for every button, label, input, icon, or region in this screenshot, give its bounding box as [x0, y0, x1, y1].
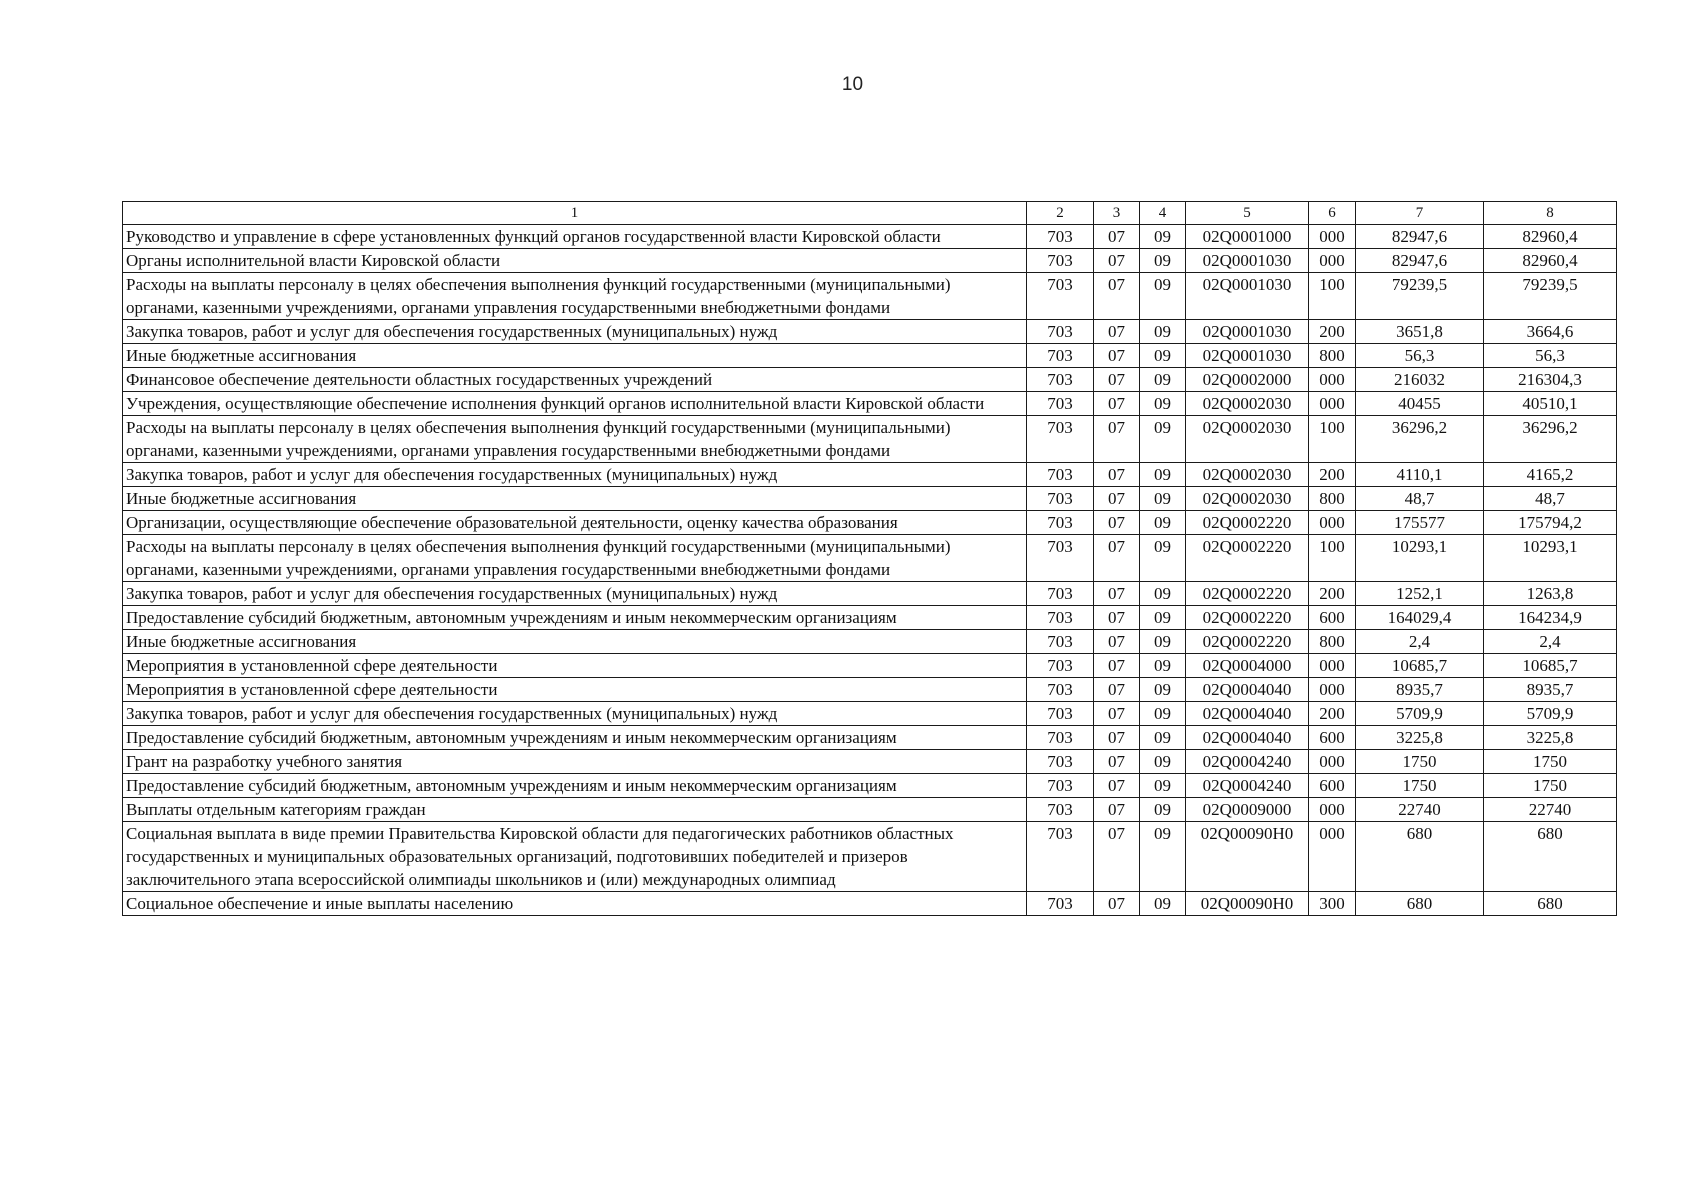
section-code-cell: 07	[1094, 225, 1140, 249]
subsection-code-cell: 09	[1140, 273, 1186, 320]
amount-col7-cell: 40455	[1356, 392, 1484, 416]
ministry-code-cell: 703	[1027, 678, 1094, 702]
amount-col7-cell: 175577	[1356, 511, 1484, 535]
subsection-code-cell: 09	[1140, 678, 1186, 702]
expense-type-cell: 100	[1309, 535, 1356, 582]
subsection-code-cell: 09	[1140, 750, 1186, 774]
column-header: 5	[1186, 202, 1309, 225]
table-row	[123, 392, 1617, 416]
column-header: 3	[1094, 202, 1140, 225]
ministry-code-cell: 703	[1027, 273, 1094, 320]
expense-type-cell: 800	[1309, 630, 1356, 654]
ministry-code-cell: 703	[1027, 892, 1094, 916]
section-code-cell: 07	[1094, 892, 1140, 916]
expense-type-cell: 300	[1309, 892, 1356, 916]
section-code-cell: 07	[1094, 798, 1140, 822]
table-row	[123, 822, 1617, 892]
section-code-cell: 07	[1094, 582, 1140, 606]
ministry-code-cell: 703	[1027, 511, 1094, 535]
amount-col7-cell: 5709,9	[1356, 702, 1484, 726]
column-header: 8	[1484, 202, 1617, 225]
row-name-cell: Органы исполнительной власти Кировской области	[123, 249, 1027, 273]
table-row	[123, 511, 1617, 535]
table-row	[123, 225, 1617, 249]
table-row	[123, 726, 1617, 750]
amount-col8-cell: 8935,7	[1484, 678, 1617, 702]
target-article-cell: 02Q00090H0	[1186, 822, 1309, 892]
amount-col8-cell: 1750	[1484, 774, 1617, 798]
section-code-cell: 07	[1094, 463, 1140, 487]
section-code-cell: 07	[1094, 416, 1140, 463]
amount-col7-cell: 1252,1	[1356, 582, 1484, 606]
ministry-code-cell: 703	[1027, 750, 1094, 774]
target-article-cell: 02Q0002220	[1186, 606, 1309, 630]
amount-col7-cell: 164029,4	[1356, 606, 1484, 630]
row-name-cell: Предоставление субсидий бюджетным, автономным учреждениям и иным некоммерческим организациям	[123, 726, 1027, 750]
ministry-code-cell: 703	[1027, 798, 1094, 822]
expense-type-cell: 100	[1309, 273, 1356, 320]
table-row	[123, 678, 1617, 702]
ministry-code-cell: 703	[1027, 392, 1094, 416]
expense-type-cell: 200	[1309, 702, 1356, 726]
amount-col7-cell: 79239,5	[1356, 273, 1484, 320]
subsection-code-cell: 09	[1140, 511, 1186, 535]
subsection-code-cell: 09	[1140, 774, 1186, 798]
subsection-code-cell: 09	[1140, 487, 1186, 511]
expense-type-cell: 600	[1309, 726, 1356, 750]
amount-col7-cell: 8935,7	[1356, 678, 1484, 702]
amount-col7-cell: 3225,8	[1356, 726, 1484, 750]
section-code-cell: 07	[1094, 678, 1140, 702]
target-article-cell: 02Q0001030	[1186, 249, 1309, 273]
ministry-code-cell: 703	[1027, 416, 1094, 463]
target-article-cell: 02Q0004240	[1186, 750, 1309, 774]
column-header: 4	[1140, 202, 1186, 225]
amount-col7-cell: 22740	[1356, 798, 1484, 822]
table-row	[123, 892, 1617, 916]
target-article-cell: 02Q0002030	[1186, 463, 1309, 487]
row-name-cell: Финансовое обеспечение деятельности областных государственных учреждений	[123, 368, 1027, 392]
expense-type-cell: 600	[1309, 606, 1356, 630]
amount-col7-cell: 10293,1	[1356, 535, 1484, 582]
section-code-cell: 07	[1094, 702, 1140, 726]
expense-type-cell: 800	[1309, 344, 1356, 368]
expense-type-cell: 000	[1309, 750, 1356, 774]
amount-col7-cell: 56,3	[1356, 344, 1484, 368]
expense-type-cell: 000	[1309, 798, 1356, 822]
table-header-row	[123, 202, 1617, 225]
target-article-cell: 02Q0004040	[1186, 726, 1309, 750]
amount-col8-cell: 40510,1	[1484, 392, 1617, 416]
row-name-cell: Учреждения, осуществляющие обеспечение исполнения функций органов исполнительной власти Кировской области	[123, 392, 1027, 416]
table-row	[123, 654, 1617, 678]
table-row	[123, 344, 1617, 368]
target-article-cell: 02Q0004040	[1186, 702, 1309, 726]
subsection-code-cell: 09	[1140, 702, 1186, 726]
target-article-cell: 02Q0004040	[1186, 678, 1309, 702]
table-row	[123, 273, 1617, 320]
subsection-code-cell: 09	[1140, 535, 1186, 582]
section-code-cell: 07	[1094, 273, 1140, 320]
ministry-code-cell: 703	[1027, 654, 1094, 678]
subsection-code-cell: 09	[1140, 582, 1186, 606]
expense-type-cell: 600	[1309, 774, 1356, 798]
section-code-cell: 07	[1094, 750, 1140, 774]
amount-col7-cell: 82947,6	[1356, 249, 1484, 273]
table-row	[123, 368, 1617, 392]
expense-type-cell: 000	[1309, 249, 1356, 273]
amount-col8-cell: 10293,1	[1484, 535, 1617, 582]
section-code-cell: 07	[1094, 654, 1140, 678]
row-name-cell: Иные бюджетные ассигнования	[123, 630, 1027, 654]
subsection-code-cell: 09	[1140, 344, 1186, 368]
target-article-cell: 02Q0002220	[1186, 511, 1309, 535]
column-header: 2	[1027, 202, 1094, 225]
row-name-cell: Предоставление субсидий бюджетным, автономным учреждениям и иным некоммерческим организациям	[123, 606, 1027, 630]
expense-type-cell: 200	[1309, 320, 1356, 344]
subsection-code-cell: 09	[1140, 225, 1186, 249]
amount-col8-cell: 82960,4	[1484, 249, 1617, 273]
subsection-code-cell: 09	[1140, 368, 1186, 392]
ministry-code-cell: 703	[1027, 774, 1094, 798]
row-name-cell: Грант на разработку учебного занятия	[123, 750, 1027, 774]
amount-col8-cell: 175794,2	[1484, 511, 1617, 535]
table-row	[123, 582, 1617, 606]
amount-col8-cell: 1750	[1484, 750, 1617, 774]
expense-type-cell: 000	[1309, 678, 1356, 702]
section-code-cell: 07	[1094, 726, 1140, 750]
column-header: 6	[1309, 202, 1356, 225]
amount-col7-cell: 1750	[1356, 750, 1484, 774]
target-article-cell: 02Q0002030	[1186, 416, 1309, 463]
ministry-code-cell: 703	[1027, 535, 1094, 582]
row-name-cell: Мероприятия в установленной сфере деятельности	[123, 678, 1027, 702]
target-article-cell: 02Q0002030	[1186, 392, 1309, 416]
section-code-cell: 07	[1094, 606, 1140, 630]
ministry-code-cell: 703	[1027, 487, 1094, 511]
amount-col8-cell: 2,4	[1484, 630, 1617, 654]
amount-col8-cell: 3664,6	[1484, 320, 1617, 344]
row-name-cell: Иные бюджетные ассигнования	[123, 344, 1027, 368]
section-code-cell: 07	[1094, 535, 1140, 582]
subsection-code-cell: 09	[1140, 320, 1186, 344]
target-article-cell: 02Q0001030	[1186, 320, 1309, 344]
amount-col8-cell: 680	[1484, 892, 1617, 916]
section-code-cell: 07	[1094, 774, 1140, 798]
amount-col8-cell: 3225,8	[1484, 726, 1617, 750]
amount-col7-cell: 1750	[1356, 774, 1484, 798]
ministry-code-cell: 703	[1027, 582, 1094, 606]
ministry-code-cell: 703	[1027, 822, 1094, 892]
row-name-cell: Закупка товаров, работ и услуг для обеспечения государственных (муниципальных) нужд	[123, 582, 1027, 606]
target-article-cell: 02Q0004000	[1186, 654, 1309, 678]
target-article-cell: 02Q0001000	[1186, 225, 1309, 249]
subsection-code-cell: 09	[1140, 392, 1186, 416]
table-row	[123, 320, 1617, 344]
subsection-code-cell: 09	[1140, 822, 1186, 892]
amount-col8-cell: 164234,9	[1484, 606, 1617, 630]
expense-type-cell: 100	[1309, 416, 1356, 463]
row-name-cell: Иные бюджетные ассигнования	[123, 487, 1027, 511]
ministry-code-cell: 703	[1027, 702, 1094, 726]
table-row	[123, 702, 1617, 726]
table-body	[123, 225, 1617, 916]
section-code-cell: 07	[1094, 320, 1140, 344]
section-code-cell: 07	[1094, 344, 1140, 368]
expense-type-cell: 000	[1309, 511, 1356, 535]
expense-type-cell: 000	[1309, 654, 1356, 678]
amount-col8-cell: 10685,7	[1484, 654, 1617, 678]
subsection-code-cell: 09	[1140, 416, 1186, 463]
section-code-cell: 07	[1094, 392, 1140, 416]
row-name-cell: Мероприятия в установленной сфере деятельности	[123, 654, 1027, 678]
subsection-code-cell: 09	[1140, 654, 1186, 678]
amount-col8-cell: 5709,9	[1484, 702, 1617, 726]
ministry-code-cell: 703	[1027, 726, 1094, 750]
amount-col8-cell: 216304,3	[1484, 368, 1617, 392]
section-code-cell: 07	[1094, 487, 1140, 511]
expense-type-cell: 000	[1309, 822, 1356, 892]
table-row	[123, 416, 1617, 463]
ministry-code-cell: 703	[1027, 463, 1094, 487]
table-row	[123, 798, 1617, 822]
table-row	[123, 463, 1617, 487]
amount-col7-cell: 36296,2	[1356, 416, 1484, 463]
page-number: 10	[841, 74, 864, 95]
target-article-cell: 02Q0002220	[1186, 582, 1309, 606]
ministry-code-cell: 703	[1027, 249, 1094, 273]
table-row	[123, 750, 1617, 774]
column-header: 1	[123, 202, 1027, 225]
target-article-cell: 02Q0002030	[1186, 487, 1309, 511]
section-code-cell: 07	[1094, 822, 1140, 892]
row-name-cell: Выплаты отдельным категориям граждан	[123, 798, 1027, 822]
expense-type-cell: 000	[1309, 225, 1356, 249]
expense-type-cell: 000	[1309, 392, 1356, 416]
ministry-code-cell: 703	[1027, 630, 1094, 654]
table-row	[123, 774, 1617, 798]
amount-col7-cell: 216032	[1356, 368, 1484, 392]
subsection-code-cell: 09	[1140, 630, 1186, 654]
target-article-cell: 02Q0009000	[1186, 798, 1309, 822]
amount-col8-cell: 82960,4	[1484, 225, 1617, 249]
expense-type-cell: 200	[1309, 463, 1356, 487]
expense-type-cell: 000	[1309, 368, 1356, 392]
table-row	[123, 249, 1617, 273]
target-article-cell: 02Q0002220	[1186, 535, 1309, 582]
amount-col7-cell: 4110,1	[1356, 463, 1484, 487]
target-article-cell: 02Q0001030	[1186, 273, 1309, 320]
section-code-cell: 07	[1094, 249, 1140, 273]
target-article-cell: 02Q0002220	[1186, 630, 1309, 654]
amount-col8-cell: 1263,8	[1484, 582, 1617, 606]
ministry-code-cell: 703	[1027, 606, 1094, 630]
target-article-cell: 02Q0004240	[1186, 774, 1309, 798]
subsection-code-cell: 09	[1140, 463, 1186, 487]
amount-col8-cell: 4165,2	[1484, 463, 1617, 487]
target-article-cell: 02Q0001030	[1186, 344, 1309, 368]
ministry-code-cell: 703	[1027, 320, 1094, 344]
amount-col7-cell: 2,4	[1356, 630, 1484, 654]
row-name-cell: Расходы на выплаты персоналу в целях обеспечения выполнения функций государственными (муниципальными) органами, казенными учреждениями, органами управления государственными внебюджетными фондами	[123, 273, 1027, 320]
amount-col8-cell: 22740	[1484, 798, 1617, 822]
row-name-cell: Закупка товаров, работ и услуг для обеспечения государственных (муниципальных) нужд	[123, 463, 1027, 487]
table-row	[123, 487, 1617, 511]
amount-col8-cell: 56,3	[1484, 344, 1617, 368]
ministry-code-cell: 703	[1027, 344, 1094, 368]
row-name-cell: Руководство и управление в сфере установленных функций органов государственной власти Кировской области	[123, 225, 1027, 249]
target-article-cell: 02Q0002000	[1186, 368, 1309, 392]
amount-col8-cell: 36296,2	[1484, 416, 1617, 463]
amount-col8-cell: 48,7	[1484, 487, 1617, 511]
amount-col8-cell: 680	[1484, 822, 1617, 892]
row-name-cell: Расходы на выплаты персоналу в целях обеспечения выполнения функций государственными (муниципальными) органами, казенными учреждениями, органами управления государственными внебюджетными фондами	[123, 535, 1027, 582]
section-code-cell: 07	[1094, 368, 1140, 392]
amount-col7-cell: 82947,6	[1356, 225, 1484, 249]
amount-col8-cell: 79239,5	[1484, 273, 1617, 320]
column-header: 7	[1356, 202, 1484, 225]
amount-col7-cell: 680	[1356, 822, 1484, 892]
amount-col7-cell: 3651,8	[1356, 320, 1484, 344]
row-name-cell: Предоставление субсидий бюджетным, автономным учреждениям и иным некоммерческим организациям	[123, 774, 1027, 798]
amount-col7-cell: 680	[1356, 892, 1484, 916]
section-code-cell: 07	[1094, 511, 1140, 535]
subsection-code-cell: 09	[1140, 249, 1186, 273]
subsection-code-cell: 09	[1140, 798, 1186, 822]
amount-col7-cell: 10685,7	[1356, 654, 1484, 678]
expense-type-cell: 200	[1309, 582, 1356, 606]
row-name-cell: Организации, осуществляющие обеспечение образовательной деятельности, оценку качества образования	[123, 511, 1027, 535]
amount-col7-cell: 48,7	[1356, 487, 1484, 511]
row-name-cell: Закупка товаров, работ и услуг для обеспечения государственных (муниципальных) нужд	[123, 702, 1027, 726]
table-row	[123, 630, 1617, 654]
table-row	[123, 535, 1617, 582]
row-name-cell: Расходы на выплаты персоналу в целях обеспечения выполнения функций государственными (муниципальными) органами, казенными учреждениями, органами управления государственными внебюджетными фондами	[123, 416, 1027, 463]
target-article-cell: 02Q00090H0	[1186, 892, 1309, 916]
subsection-code-cell: 09	[1140, 892, 1186, 916]
row-name-cell: Социальная выплата в виде премии Правительства Кировской области для педагогических работников областных государственных и муниципальных образовательных организаций, подготовивших победителей и призеров заключительного этапа всероссийской олимпиады школьников и (или) международных олимпиад	[123, 822, 1027, 892]
section-code-cell: 07	[1094, 630, 1140, 654]
ministry-code-cell: 703	[1027, 368, 1094, 392]
table-row	[123, 606, 1617, 630]
expense-type-cell: 800	[1309, 487, 1356, 511]
ministry-code-cell: 703	[1027, 225, 1094, 249]
row-name-cell: Социальное обеспечение и иные выплаты населению	[123, 892, 1027, 916]
subsection-code-cell: 09	[1140, 726, 1186, 750]
row-name-cell: Закупка товаров, работ и услуг для обеспечения государственных (муниципальных) нужд	[123, 320, 1027, 344]
subsection-code-cell: 09	[1140, 606, 1186, 630]
budget-table	[122, 201, 1617, 916]
